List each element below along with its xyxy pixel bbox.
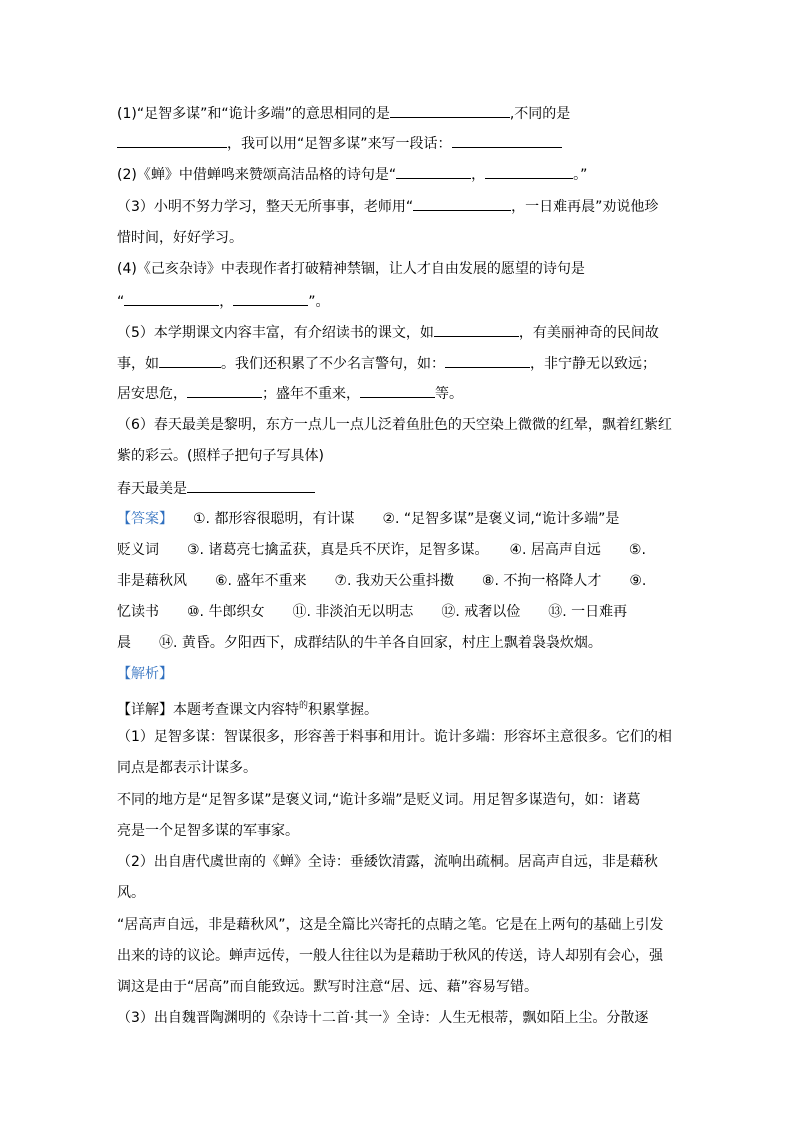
question-5-text: 等。 bbox=[435, 386, 463, 402]
answer-blank[interactable] bbox=[390, 103, 510, 118]
answer-blank[interactable] bbox=[360, 383, 435, 398]
answer-text: 贬义词 ③. 诸葛亮七擒孟获，真是兵不厌诈，足智多谋。 ④. 居高声自远 ⑤. bbox=[117, 542, 646, 558]
analysis-text: （1）足智多谋：智谋很多，形容善于料事和用计。诡计多端：形容坏主意很多。它们的相 bbox=[117, 729, 672, 745]
question-4-text: (4)《己亥杂诗》中表现作者打破精神禁锢，让人才自由发展的愿望的诗句是 bbox=[117, 261, 585, 277]
question-4-text: ”。 bbox=[308, 294, 330, 310]
analysis-text: 调这是由于“居高”而自能致远。默写时注意“居、远、藉”容易写错。 bbox=[117, 979, 539, 995]
question-6-text: 春天最美是 bbox=[117, 481, 187, 497]
question-5-text: ；盛年不重来， bbox=[262, 386, 360, 402]
analysis-text: 本题考查课文内容特 bbox=[173, 702, 299, 718]
question-1-line-2 bbox=[117, 133, 562, 154]
question-1-text: (1)“足智多谋”和“诡计多端”的意思相同的是 bbox=[117, 106, 390, 122]
analysis-line bbox=[117, 1008, 648, 1028]
question-4-line-2 bbox=[117, 291, 330, 312]
answer-blank[interactable] bbox=[396, 164, 471, 179]
answer-blank[interactable] bbox=[452, 133, 562, 148]
question-3-text: 惜时间，好好学习。 bbox=[117, 230, 243, 246]
answer-blank[interactable] bbox=[124, 291, 219, 306]
analysis-text: 风。 bbox=[117, 885, 145, 901]
analysis-text: 同点是都表示计谋多。 bbox=[117, 760, 257, 776]
analysis-text: 不同的地方是“足智多谋”是褒义词,“诡计多端”是贬义词。用足智多谋造句，如：诸葛 bbox=[117, 792, 641, 808]
answer-blank[interactable] bbox=[413, 196, 511, 211]
analysis-line bbox=[117, 821, 299, 841]
analysis-text: “居高声自远，非是藉秋风”，这是全篇比兴寄托的点睛之笔。它是在上两句的基础上引发 bbox=[117, 917, 664, 933]
question-1-line-1 bbox=[117, 103, 570, 124]
answer-blank[interactable] bbox=[445, 353, 530, 368]
question-5-text: ，非宁静无以致远； bbox=[530, 356, 656, 372]
answer-text: 非是藉秋风 ⑥. 盛年不重来 ⑦. 我劝天公重抖擞 ⑧. 不拘一格降人才 ⑨. bbox=[117, 573, 647, 589]
analysis-line bbox=[117, 790, 640, 810]
analysis-line bbox=[117, 852, 658, 872]
question-4-text: ， bbox=[219, 294, 234, 310]
question-5-line-2 bbox=[117, 353, 656, 374]
answer-line-3 bbox=[117, 571, 646, 591]
answer-line-5 bbox=[117, 633, 602, 653]
answer-text: ①. 都形容很聪明，有计谋 ②. “足智多谋”是褒义词,“诡计多端”是 bbox=[193, 511, 620, 527]
answer-blank[interactable] bbox=[187, 478, 315, 493]
question-6-line-1 bbox=[117, 415, 672, 435]
question-5-text: 居安思危， bbox=[117, 386, 187, 402]
question-1-text: ,不同的是 bbox=[509, 106, 571, 122]
question-5-text: （5）本学期课文内容丰富，有介绍读书的课文，如 bbox=[117, 325, 434, 341]
answer-line-2 bbox=[117, 540, 646, 560]
question-5-text: 。我们还积累了不少名言警句，如： bbox=[221, 356, 445, 372]
answer-line-4 bbox=[117, 602, 627, 622]
question-3-line-1 bbox=[117, 196, 658, 217]
analysis-line bbox=[117, 915, 664, 935]
answer-tag: 【答案】 bbox=[117, 511, 173, 527]
analysis-line bbox=[117, 977, 538, 997]
answer-blank[interactable] bbox=[434, 322, 519, 337]
analysis-text: 亮是一个足智多谋的军事家。 bbox=[117, 823, 299, 839]
analysis-line bbox=[117, 883, 145, 903]
answer-blank[interactable] bbox=[233, 291, 308, 306]
analysis-tag-line bbox=[117, 664, 173, 684]
question-5-text: 事，如 bbox=[117, 356, 159, 372]
analysis-detail-line bbox=[117, 696, 378, 720]
analysis-text: （3）出自魏晋陶渊明的《杂诗十二首·其一》全诗：人生无根蒂，飘如陌上尘。分散逐 bbox=[117, 1010, 649, 1026]
question-2-text: 。” bbox=[573, 167, 588, 183]
detail-tag: 【详解】 bbox=[117, 702, 173, 718]
question-6-line-3 bbox=[117, 478, 315, 499]
analysis-line bbox=[117, 758, 257, 778]
answer-blank[interactable] bbox=[159, 353, 221, 368]
answer-text: 晨 ⑭. 黄昏。夕阳西下，成群结队的牛羊各自回家，村庄上飘着袅袅炊烟。 bbox=[117, 635, 602, 651]
answer-line-1 bbox=[117, 509, 619, 529]
question-5-text: ，有美丽神奇的民间故 bbox=[518, 325, 659, 341]
question-4-line-1 bbox=[117, 259, 585, 279]
question-2-line bbox=[117, 164, 587, 185]
analysis-text: （2）出自唐代虞世南的《蝉》全诗：垂緌饮清露，流响出疏桐。居高声自远，非是藉秋 bbox=[117, 854, 658, 870]
analysis-text: 的 bbox=[299, 701, 309, 711]
question-6-text: （6）春天最美是黎明，东方一点儿一点儿泛着鱼肚色的天空染上微微的红晕，飘着红紫红 bbox=[117, 417, 672, 433]
question-3-text: ，一日难再晨”劝说他珍 bbox=[511, 199, 659, 215]
analysis-line bbox=[117, 727, 672, 747]
question-6-line-2 bbox=[117, 446, 324, 466]
question-4-text: “ bbox=[117, 294, 125, 310]
question-1-text: ，我可以用“足智多谋”来写一段话： bbox=[227, 136, 452, 152]
analysis-tag: 【解析】 bbox=[117, 666, 173, 682]
question-2-text: ， bbox=[471, 167, 486, 183]
analysis-line bbox=[117, 946, 663, 966]
answer-blank[interactable] bbox=[187, 383, 262, 398]
answer-blank[interactable] bbox=[117, 133, 227, 148]
question-5-line-1 bbox=[117, 322, 659, 343]
question-5-line-3 bbox=[117, 383, 463, 404]
question-2-text: (2)《蝉》中借蝉鸣来赞颂高洁品格的诗句是“ bbox=[117, 167, 397, 183]
analysis-text: 出来的诗的议论。蝉声远传，一般人往往以为是藉助于秋风的传送，诗人却别有会心，强 bbox=[117, 948, 663, 964]
question-3-line-2 bbox=[117, 228, 243, 248]
question-6-text: 紫的彩云。(照样子把句子写具体) bbox=[117, 448, 324, 464]
answer-text: 忆读书 ⑩. 牛郎织女 ⑪. 非淡泊无以明志 ⑫. 戒奢以俭 ⑬. 一日难再 bbox=[117, 604, 628, 620]
answer-blank[interactable] bbox=[485, 164, 573, 179]
question-3-text: （3）小明不努力学习，整天无所事事，老师用“ bbox=[117, 199, 414, 215]
analysis-text: 积累掌握。 bbox=[308, 702, 379, 718]
